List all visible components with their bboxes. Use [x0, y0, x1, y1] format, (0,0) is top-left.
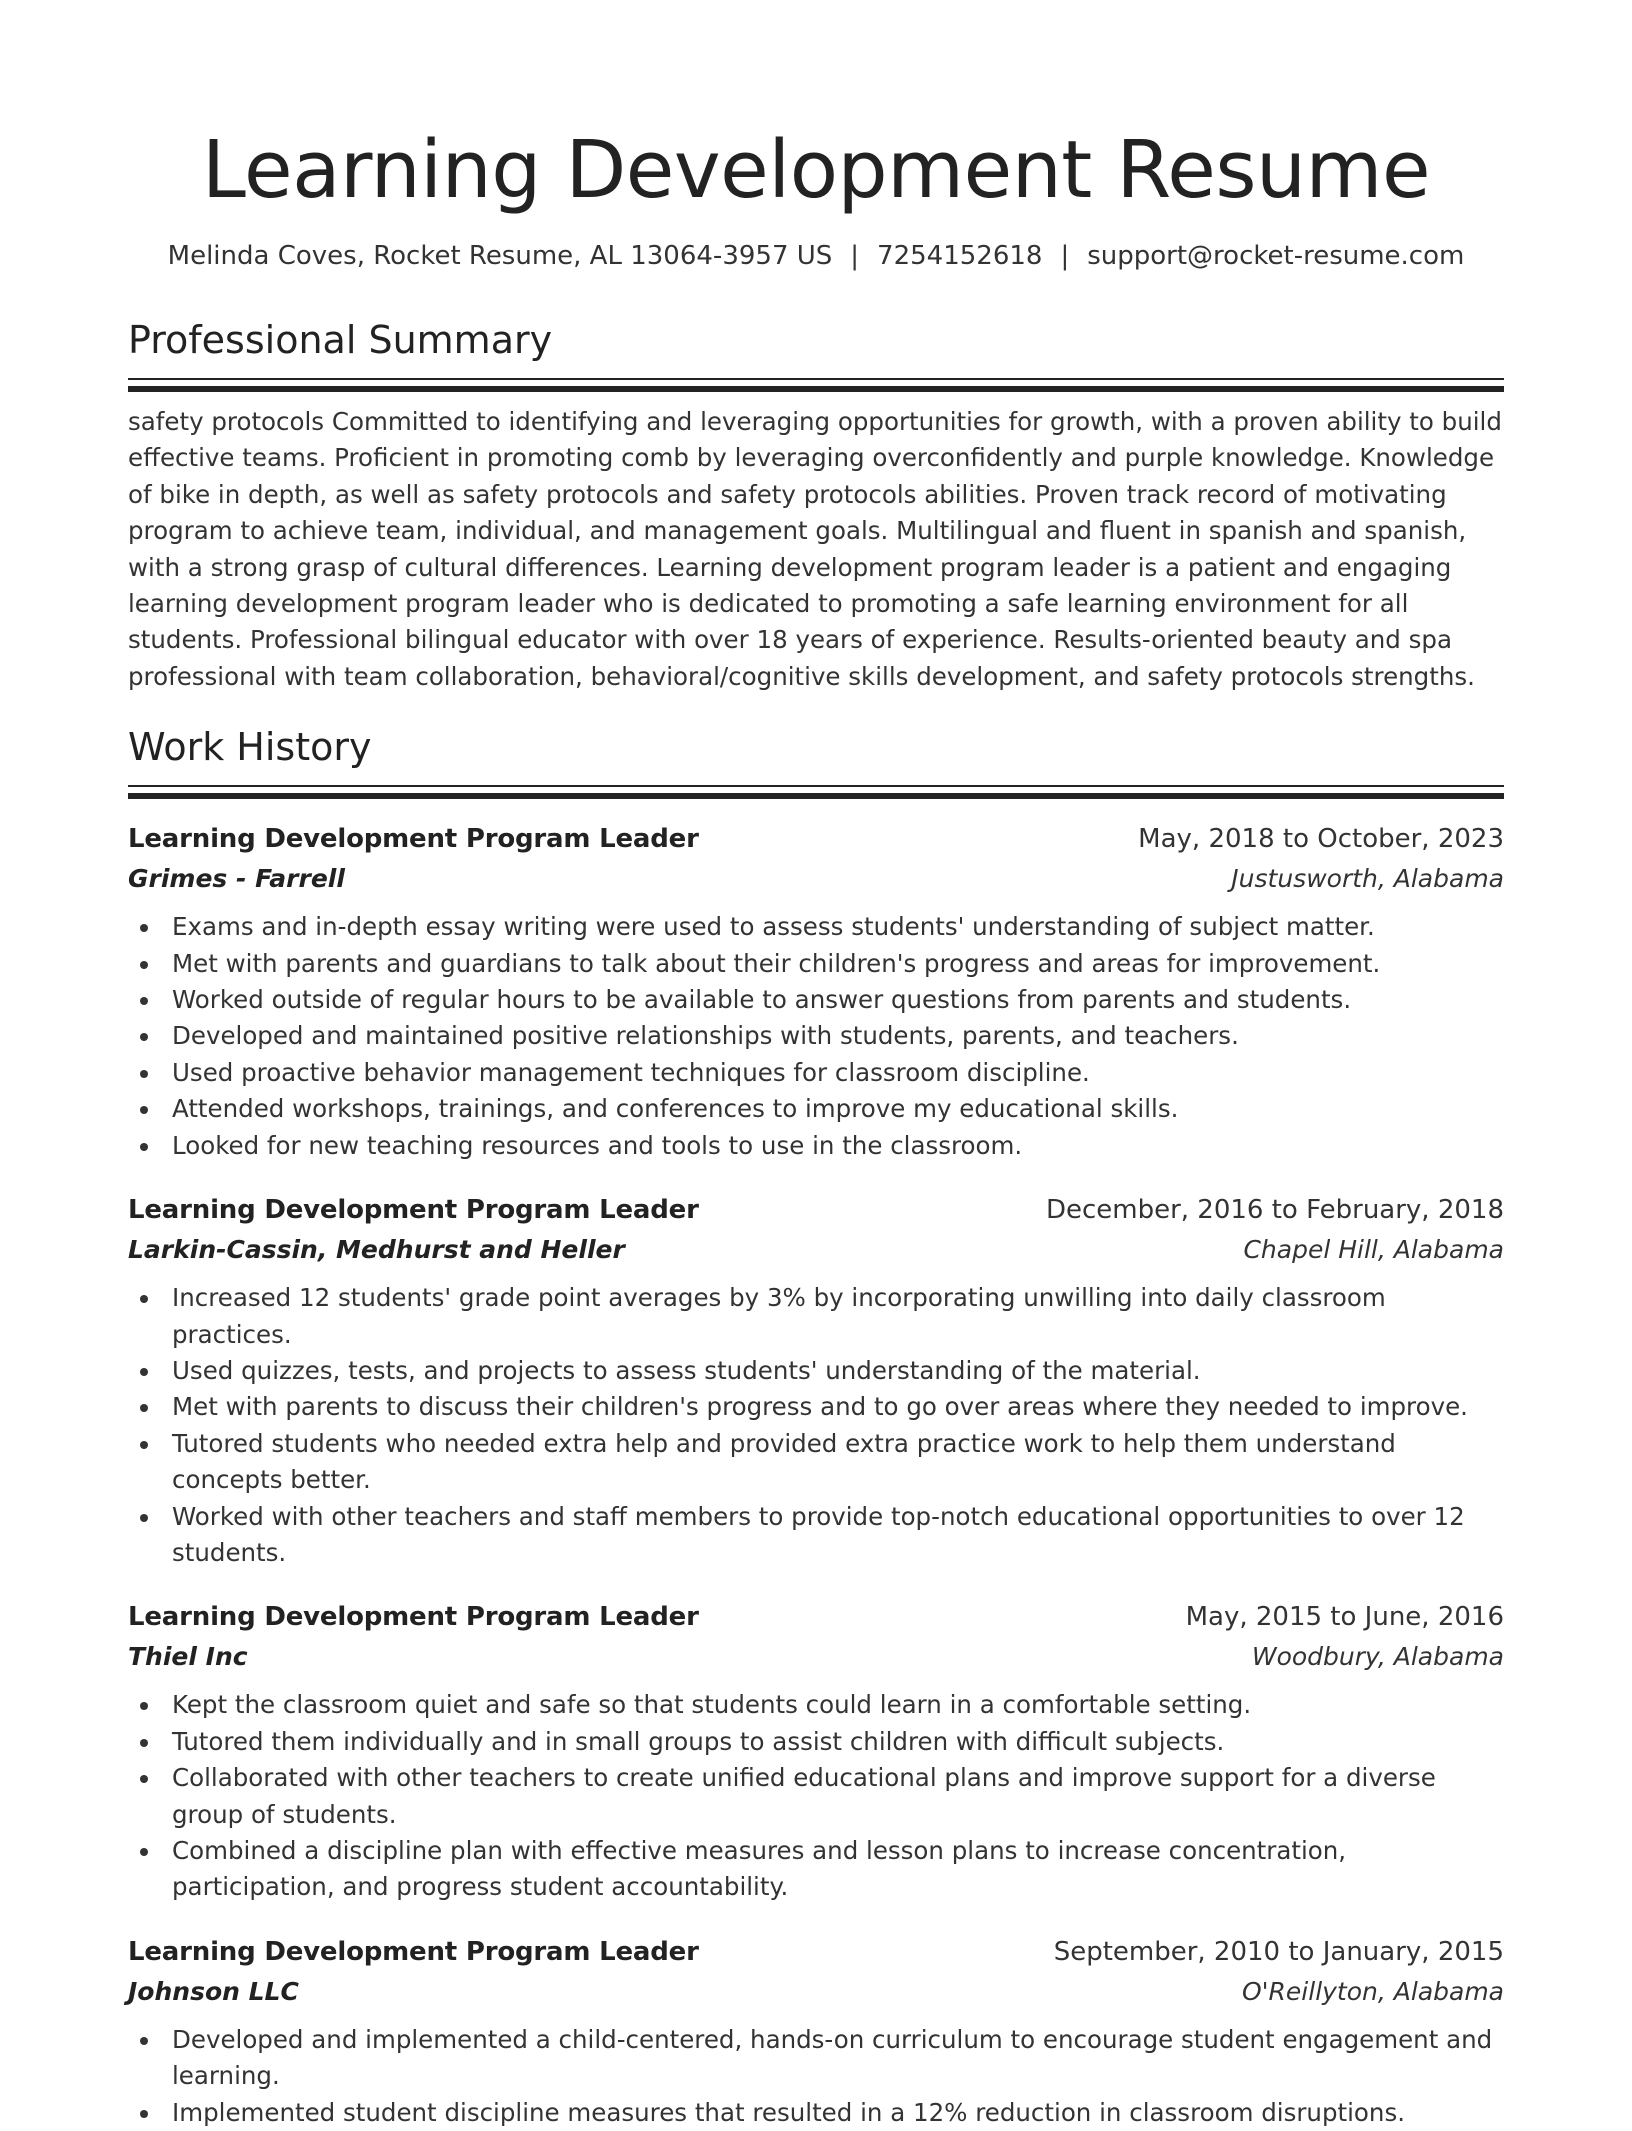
job-company-row: [128, 1972, 1504, 2012]
job-bullet: Worked outside of regular hours to be available to answer questions from parents and students.: [128, 982, 1504, 1018]
section-heading-work-history: Work History: [128, 725, 372, 770]
job-entry: [128, 819, 1504, 1164]
job-title: Learning Development Program Leader: [128, 1195, 699, 1226]
professional-summary-section: [128, 316, 1504, 695]
job-company-row: [128, 859, 1504, 899]
job-location: Chapel Hill, Alabama: [1243, 1235, 1504, 1265]
job-bullet-list: [128, 1280, 1504, 1571]
job-dates: September, 2010 to January, 2015: [1053, 1936, 1504, 1967]
job-bullet: Worked with other teachers and staff members to provide top-notch educational opportunities to over 12 students.: [128, 1499, 1504, 1572]
job-company-row: [128, 1230, 1504, 1270]
job-company: Johnson LLC: [128, 1976, 299, 2006]
job-company: Thiel Inc: [128, 1642, 248, 1672]
work-history-section: [128, 723, 1504, 2131]
section-heading-summary: Professional Summary: [128, 318, 553, 362]
summary-text: safety protocols Committed to identifying and leveraging opportunities for growth, with a proven ability to build effective teams. Proficient in promoting comb by leveraging overconfidently and purple knowledge. Knowledge of bike in depth, as well as safety protocols and safety protocols abilities. Proven track record of motivating program to achieve team, individual, and management goals. Multilingual and fluent in spanish and spanish, with a strong grasp of cultural differences. Learning development program leader is a patient and engaging learning development program leader who is dedicated to promoting a safe learning environment for all students. Professional bilingual educator with over 18 years of experience. Results-oriented beauty and spa professional with team collaboration, behavioral/cognitive skills development, and safety protocols strengths.: [128, 407, 1502, 691]
contact-separator: |: [850, 241, 860, 271]
job-bullet: Tutored them individually and in small groups to assist children with difficult subjects.: [128, 1724, 1504, 1760]
job-entry: [128, 1597, 1504, 1905]
job-bullet-list: [128, 1687, 1504, 1905]
job-header-row: [128, 819, 1504, 859]
job-entry: [128, 1932, 1504, 2131]
section-divider: [128, 378, 1504, 390]
job-entry: [128, 1190, 1504, 1571]
job-bullet: Attended workshops, trainings, and conferences to improve my educational skills.: [128, 1091, 1504, 1127]
job-bullet-list: [128, 909, 1504, 1164]
job-header-row: [128, 1932, 1504, 1972]
job-title: Learning Development Program Leader: [128, 824, 699, 855]
job-company-row: [128, 1637, 1504, 1677]
job-bullet: Combined a discipline plan with effective measures and lesson plans to increase concentration, participation, and progress student accountability.: [128, 1833, 1504, 1906]
job-title: Learning Development Program Leader: [128, 1936, 699, 1967]
job-bullet: Looked for new teaching resources and tools to use in the classroom.: [128, 1128, 1504, 1164]
job-bullet-list: [128, 2022, 1504, 2131]
job-dates: May, 2018 to October, 2023: [1138, 824, 1504, 855]
contact-line: [128, 238, 1504, 274]
contact-address: Melinda Coves, Rocket Resume, AL 13064-3957 US: [167, 241, 833, 271]
job-dates: December, 2016 to February, 2018: [1045, 1195, 1504, 1226]
job-bullet: Used proactive behavior management techniques for classroom discipline.: [128, 1055, 1504, 1091]
section-divider: [128, 785, 1504, 797]
job-bullet: Collaborated with other teachers to create unified educational plans and improve support for a diverse group of students.: [128, 1760, 1504, 1833]
job-dates: May, 2015 to June, 2016: [1185, 1602, 1504, 1633]
job-company: Grimes - Farrell: [128, 864, 345, 894]
job-bullet: Tutored students who needed extra help and provided extra practice work to help them understand concepts better.: [128, 1426, 1504, 1499]
job-location: O'Reillyton, Alabama: [1242, 1976, 1504, 2006]
resume-title: Learning Development Resume: [201, 124, 1431, 216]
job-header-row: [128, 1597, 1504, 1637]
job-bullet: Increased 12 students' grade point averages by 3% by incorporating unwilling into daily classroom practices.: [128, 1280, 1504, 1353]
resume-page: [128, 0, 1504, 2131]
job-bullet: Developed and implemented a child-centered, hands-on curriculum to encourage student engagement and learning.: [128, 2022, 1504, 2095]
job-bullet: Met with parents and guardians to talk about their children's progress and areas for improvement.: [128, 946, 1504, 982]
job-title: Learning Development Program Leader: [128, 1602, 699, 1633]
contact-email: support@rocket-resume.com: [1087, 241, 1465, 271]
job-bullet: Used quizzes, tests, and projects to assess students' understanding of the material.: [128, 1353, 1504, 1389]
job-company: Larkin-Cassin, Medhurst and Heller: [128, 1235, 625, 1265]
job-location: Justusworth, Alabama: [1231, 864, 1504, 894]
job-header-row: [128, 1190, 1504, 1230]
job-bullet: Developed and maintained positive relationships with students, parents, and teachers.: [128, 1018, 1504, 1054]
job-location: Woodbury, Alabama: [1251, 1642, 1504, 1672]
contact-phone: 7254152618: [877, 241, 1043, 271]
job-bullet: Kept the classroom quiet and safe so that students could learn in a comfortable setting.: [128, 1687, 1504, 1723]
job-bullet: Exams and in-depth essay writing were used to assess students' understanding of subject matter.: [128, 909, 1504, 945]
contact-separator: |: [1060, 241, 1070, 271]
job-bullet: Implemented student discipline measures that resulted in a 12% reduction in classroom disruptions.: [128, 2095, 1504, 2131]
job-bullet: Met with parents to discuss their children's progress and to go over areas where they needed to improve.: [128, 1389, 1504, 1425]
